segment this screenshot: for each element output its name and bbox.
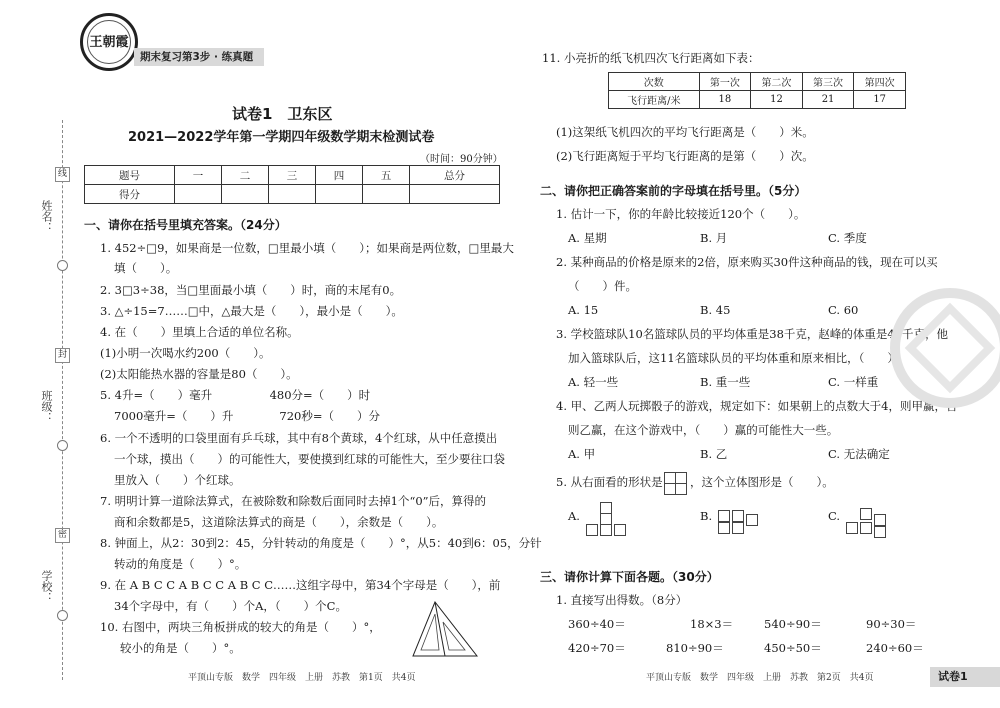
score-cell: 总分 — [410, 166, 500, 185]
flight-cell: 第一次 — [699, 73, 751, 91]
binding-mark-xian: 线 — [55, 167, 70, 182]
binding-mark-mi: 密 — [55, 528, 70, 543]
left-page-footer: 平顶山专版 数学 四年级 上册 苏教 第1页 共4页 — [188, 673, 416, 683]
binding-hole — [57, 260, 68, 271]
option-b: B. 45 — [700, 303, 731, 317]
question-line: 5. 4升=（ ）毫升 480分=（ ）时 — [100, 388, 371, 402]
step-banner: 期末复习第3步 · 练真题 — [134, 48, 264, 66]
question-line: 较小的角是（ ）°。 — [120, 641, 241, 655]
question-line: （ ）件。 — [568, 279, 637, 293]
question-line: 2. 某种商品的价格是原来的2倍，原来购买30件这种商品的钱，现在可以买 — [556, 255, 938, 269]
question-line: 则乙赢，在这个游戏中，（ ）赢的可能性大一些。 — [568, 423, 839, 437]
calc-item: 810÷90＝ — [666, 641, 724, 655]
score-cell: 一 — [174, 166, 221, 185]
question-line: 1. 估计一下，你的年龄比较接近120个（ ）。 — [556, 207, 806, 221]
score-table — [84, 165, 500, 204]
flight-cell: 18 — [699, 91, 751, 109]
school-label: 学校： — [40, 570, 53, 603]
question-line: 1. 直接写出得数。（8分） — [556, 593, 688, 607]
flight-cell: 第四次 — [854, 73, 906, 91]
section-3-heading: 三、请你计算下面各题。（30分） — [540, 570, 719, 584]
calc-item: 450÷50＝ — [764, 641, 822, 655]
flight-cell: 12 — [751, 91, 803, 109]
question-line: ，这个立体图形是（ ）。 — [690, 475, 834, 489]
binding-dashed-line — [62, 120, 63, 680]
set-square-figure — [405, 600, 480, 660]
score-cell: 题号 — [85, 166, 175, 185]
right-page-footer: 平顶山专版 数学 四年级 上册 苏教 第2页 共4页 — [646, 673, 874, 683]
question-line: 4. 在（ ）里填上合适的单位名称。 — [100, 325, 299, 339]
binding-hole — [57, 610, 68, 621]
option-a: A. 甲 — [568, 447, 596, 461]
option-c: C. — [828, 509, 841, 523]
score-table-header-row — [85, 166, 500, 185]
calc-item: 540÷90＝ — [764, 617, 822, 631]
option-b: B. 乙 — [700, 447, 728, 461]
score-input-cell[interactable] — [315, 185, 362, 204]
flight-cell: 次数 — [609, 73, 700, 91]
flight-cell: 17 — [854, 91, 906, 109]
question-line: 8. 钟面上，从2：30到2：45，分针转动的角度是（ ）°，从5：40到6：05，分针 — [100, 536, 542, 550]
flight-distance-table — [608, 72, 906, 109]
paper-subtitle: 2021—2022学年第一学期四年级数学期末检测试卷 — [128, 130, 435, 145]
class-label: 班级： — [40, 390, 53, 423]
watermark-seal-inner — [905, 303, 996, 394]
flight-cell: 第二次 — [751, 73, 803, 91]
flight-cell: 21 — [802, 91, 854, 109]
score-cell: 二 — [221, 166, 268, 185]
option-a: A. 15 — [568, 303, 599, 317]
score-input-cell[interactable] — [268, 185, 315, 204]
option-b: B. 月 — [700, 231, 728, 245]
score-input-cell[interactable] — [221, 185, 268, 204]
option-a: A. 轻一些 — [568, 375, 619, 389]
score-cell: 五 — [363, 166, 410, 185]
question-line: 填（ ）。 — [114, 261, 178, 275]
calc-item: 420÷70＝ — [568, 641, 626, 655]
flight-cell: 飞行距离/米 — [609, 91, 700, 109]
score-input-cell[interactable] — [363, 185, 410, 204]
question-line: 里放入（ ）个红球。 — [114, 473, 241, 487]
score-cell: 得分 — [85, 185, 175, 204]
calc-item: 360÷40＝ — [568, 617, 626, 631]
question-line: 7000毫升=（ ）升 720秒=（ ）分 — [114, 409, 380, 423]
question-line: (2)太阳能热水器的容量是80（ ）。 — [100, 367, 298, 381]
question-line: 3. 学校篮球队10名篮球队员的平均体重是38千克，赵峰的体重是45千克，他 — [556, 327, 949, 341]
question-line: 34个字母中，有（ ）个A，（ ）个C。 — [114, 599, 347, 613]
option-a: A. 星期 — [568, 231, 607, 245]
question-11: 11. 小亮折的纸飞机四次飞行距离如下表： — [542, 51, 760, 65]
calc-item: 240÷60＝ — [866, 641, 924, 655]
question-line: 9. 在 A B C C A B C C A B C C……这组字母中，第34个字母是（ ），前 — [100, 578, 501, 592]
logo-text: 王朝霞 — [87, 20, 131, 64]
binding-strip — [0, 0, 70, 708]
calc-item: 18×3＝ — [690, 617, 734, 631]
question-line: (1)小明一次喝水约200（ ）。 — [100, 346, 271, 360]
option-b: B. — [700, 509, 713, 523]
question-line: 转动的角度是（ ）°。 — [114, 557, 247, 571]
question-line: 1. 452÷□9，如果商是一位数，□里最小填（ ）；如果商是两位数，□里最大 — [100, 241, 514, 255]
question-11-part2: (2)飞行距离短于平均飞行距离的是第（ ）次。 — [556, 149, 814, 163]
score-cell: 三 — [268, 166, 315, 185]
question-line: 7. 明明计算一道除法算式，在被除数和除数后面同时去掉1个“0”后，算得的 — [100, 494, 487, 508]
question-line: 一个球，摸出（ ）的可能性大，要使摸到红球的可能性大，至少要往口袋 — [114, 452, 505, 466]
option-c: C. 一样重 — [828, 375, 879, 389]
brand-logo — [80, 13, 138, 71]
question-line: 商和余数都是5，这道除法算式的商是（ ），余数是（ ）。 — [114, 515, 444, 529]
score-cell: 四 — [315, 166, 362, 185]
time-limit: （时间：90分钟） — [420, 154, 503, 165]
flight-table-row — [609, 91, 906, 109]
section-2-heading: 二、请你把正确答案前的字母填在括号里。（5分） — [540, 184, 807, 198]
score-table-score-row — [85, 185, 500, 204]
binding-mark-feng: 封 — [55, 348, 70, 363]
option-a: A. — [568, 509, 580, 523]
score-input-cell[interactable] — [174, 185, 221, 204]
question-line: 10. 右图中，两块三角板拼成的较大的角是（ ）°， — [100, 620, 381, 634]
question-line: 3. △÷15=7……□中，△最大是（ ），最小是（ ）。 — [100, 304, 403, 318]
flight-cell: 第三次 — [802, 73, 854, 91]
paper-number-tab: 试卷1 — [930, 667, 1000, 687]
question-line: 6. 一个不透明的口袋里面有乒乓球，其中有8个黄球，4个红球，从中任意摸出 — [100, 431, 498, 445]
option-c: C. 无法确定 — [828, 447, 890, 461]
name-label: 姓名： — [40, 200, 53, 233]
binding-hole — [57, 440, 68, 451]
question-line: 5. 从右面看的形状是 — [556, 475, 663, 489]
option-b: B. 重一些 — [700, 375, 751, 389]
calc-item: 90÷30＝ — [866, 617, 917, 631]
option-c: C. 60 — [828, 303, 859, 317]
paper-title: 试卷1 卫东区 — [232, 105, 333, 123]
question-11-part1: (1)这架纸飞机四次的平均飞行距离是（ ）米。 — [556, 125, 814, 139]
section-1-heading: 一、请你在括号里填充答案。（24分） — [84, 218, 287, 232]
question-line: 4. 甲、乙两人玩掷骰子的游戏，规定如下：如果朝上的点数大于4，则甲赢，否 — [556, 399, 958, 413]
question-line: 加入篮球队后，这11名篮球队员的平均体重和原来相比，（ ）。 — [568, 351, 905, 365]
question-line: 2. 3□3÷38，当□里面最小填（ ）时，商的末尾有0。 — [100, 283, 402, 297]
watermark-seal — [890, 288, 1000, 408]
option-c: C. 季度 — [828, 231, 867, 245]
score-input-cell[interactable] — [410, 185, 500, 204]
flight-table-row — [609, 73, 906, 91]
